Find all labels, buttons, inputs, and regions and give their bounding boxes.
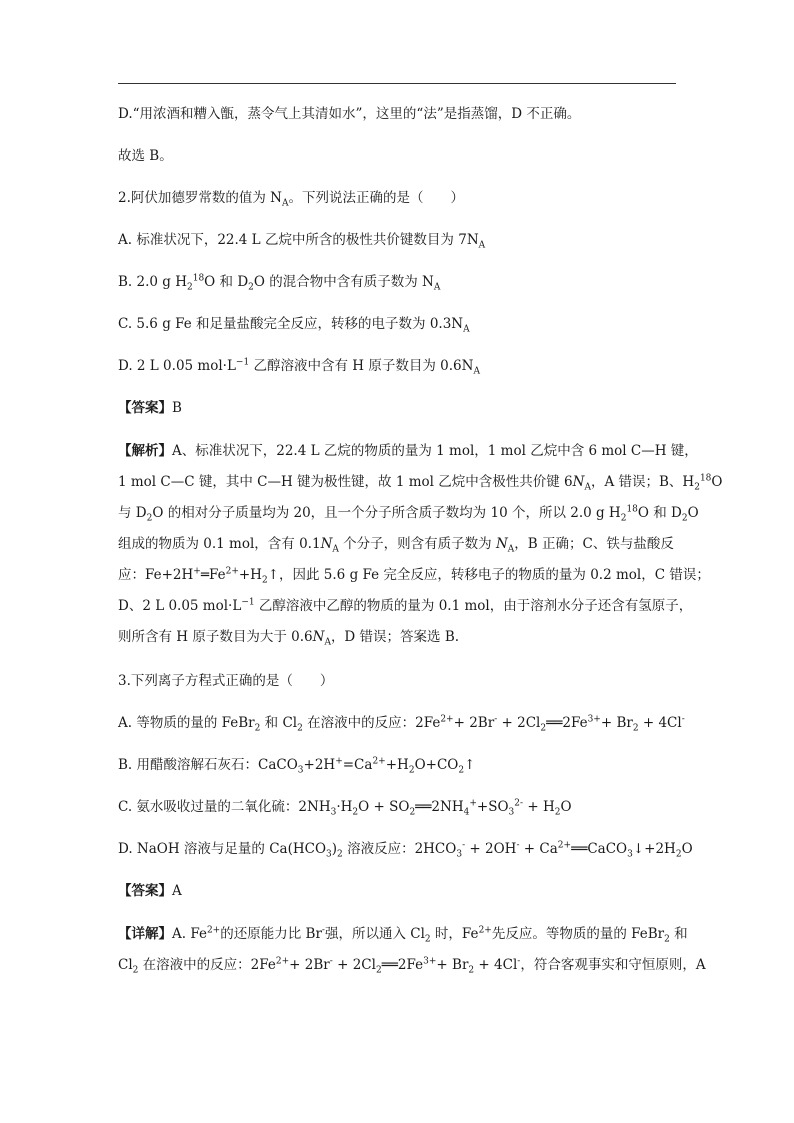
text-line: 2.阿伏加德罗常数的值为 $N_A$。下列说法正确的是（ ） [118,190,464,209]
text-line: D. 2 L 0.05 $mol\cdot L^{-1}$ 乙醇溶液中含有 H 原子数目为 $0.6N_A$ [118,357,480,377]
analysis-line: 组成的物质为 0.1 mol，含有 $0.1N_A$ 个分子，则含有质子数为 $N_A$，B 正确；C、铁与盐酸反 [118,536,674,555]
text-line: 【答案】B [118,400,182,416]
analysis-line: 与 $D_2O$ 的相对分子质量均为 20，且一个分子所含质子数均为 10 个，所以 2.0 g $H_2^{18}O$ 和 $D_2O$ [118,504,699,524]
text-line: D. NaOH 溶液与足量的 $Ca(HCO_3)_2$ 溶液反应：$2HCO_3^- + 2OH^-$ + $Ca^{2+}══CaCO_3↓+2H_2O$ [118,840,693,860]
analysis-line: 1 mol C—C 键，其中 C—H 键为极性键，故 1 mol 乙烷中含极性共价键 $6N_A$，A 错误；B、$H_2^{18}O$ [118,473,723,493]
text-line: C. 5.6 g Fe 和足量盐酸完全反应，转移的电子数为 $0.3N_A$ [118,316,470,335]
text-line: B. 2.0 g $H_2^{18}O$ 和 $D_2O$ 的混合物中含有质子数为 $N_A$ [118,273,441,293]
text-line: D.“用浓酒和糟入甑，蒸令气上其清如水”，这里的“法”是指蒸馏，D 不正确。 [118,106,581,122]
analysis-line: 应：$Fe+2H^+═Fe^{2+}+H_2↑$，因此 5.6 g Fe 完全反应，转移电子的物质的量为 0.2 mol，C 错误； [118,566,710,586]
text-line: 3.下列离子方程式正确的是（ ） [118,673,334,689]
analysis-line: D、2 L 0.05 $mol\cdot L^{-1}$ 乙醇溶液中乙醇的物质的量为 0.1 mol，由于溶剂水分子还含有氢原子， [118,597,693,614]
header-rule [118,83,676,84]
text-line: B. 用醋酸溶解石灰石：$CaCO_3+2H^+=Ca^{2+}+H_2O+CO_2↑$ [118,756,476,776]
text-line: A. 标准状况下，22.4 L 乙烷中所含的极性共价键数目为 $7N_A$ [118,232,486,251]
question-block-1 [118,100,678,422]
analysis-line: 则所含有 H 原子数目为大于 $0.6N_A$，D 错误；答案选 B. [118,629,460,648]
text-line: 【答案】A [118,883,182,899]
text-line: 故选 B。 [118,148,173,164]
document-body [118,100,723,981]
text-line: C. 氨水吸收过量的二氧化硫：$2NH_3\cdot H_2O$ + $SO_2══2NH_4^++SO_3^{2-} + H_2O$ [118,798,572,818]
analysis-line: 【解析】A、标准状况下，22.4 L 乙烷的物质的量为 1 mol，1 mol 乙烷中含 6 mol C—H 键， [118,443,698,459]
question-block-2 [118,667,693,905]
analysis-block [118,436,723,653]
text-line: A. 等物质的量的 FeBr$_2$ 和 $Cl_2$ 在溶液中的反应：$2Fe^{2+}+ 2Br^-$ + $2Cl_2══2Fe^{3+}+ Br_2 + 4Cl^-$ [118,714,685,734]
detail-line: 【详解】A. $Fe^{2+}$的还原能力比 Br-强，所以通入 $Cl_2$ 时，$Fe^{2+}$先反应。等物质的量的 FeBr$_2$ 和 [118,925,688,945]
detail-block [118,919,706,981]
detail-line: $Cl_2$ 在溶液中的反应：$2Fe^{2+}+ 2Br^-$ + $2Cl_2══2Fe^{3+}+ Br_2 + 4Cl^-$，符合客观事实和守恒原则，A [118,956,706,976]
